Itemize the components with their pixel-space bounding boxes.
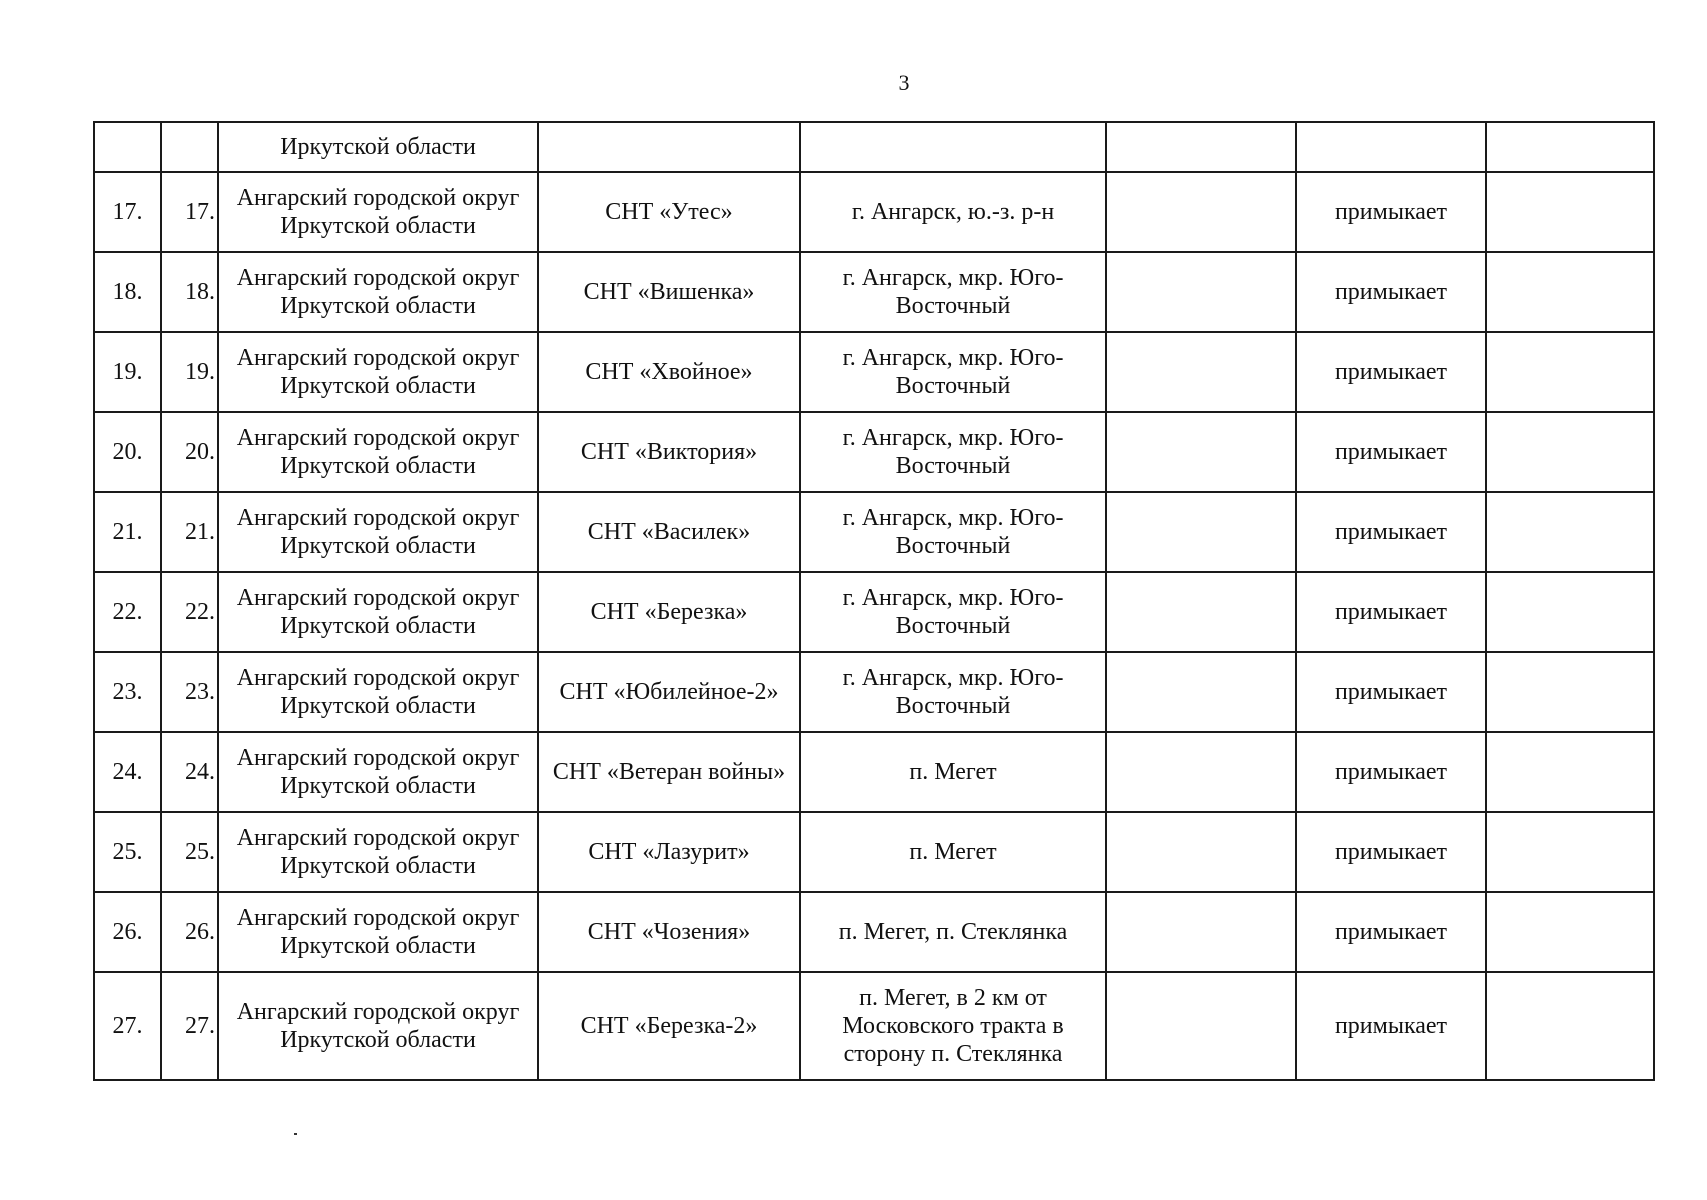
cell-number-secondary — [161, 122, 218, 172]
location-line: Восточный — [895, 373, 1011, 399]
municipality-line: Ангарский городской округ — [236, 505, 520, 531]
municipality-line: Иркутской области — [280, 373, 476, 399]
cell-location — [800, 122, 1106, 172]
location-line: г. Ангарск, мкр. Юго- — [842, 425, 1064, 451]
location-line: Восточный — [895, 533, 1011, 559]
cell-number: 19. — [94, 332, 161, 412]
cell-number-secondary: 21. — [161, 492, 218, 572]
cell-number: 17. — [94, 172, 161, 252]
location-line: Восточный — [895, 453, 1011, 479]
cell-municipality — [218, 252, 538, 332]
cell-empty-b — [1486, 572, 1654, 652]
cell-municipality — [218, 812, 538, 892]
cell-empty-b — [1486, 732, 1654, 812]
municipality-line: Иркутской области — [280, 773, 476, 799]
location-line: г. Ангарск, мкр. Юго- — [842, 665, 1064, 691]
cell-empty-b — [1486, 332, 1654, 412]
location-line: г. Ангарск, мкр. Юго- — [842, 505, 1064, 531]
cell-municipality — [218, 972, 538, 1080]
municipality-line: Ангарский городской округ — [236, 905, 520, 931]
cell-name: СНТ «Юбилейное-2» — [538, 652, 800, 732]
location-line: г. Ангарск, мкр. Юго- — [842, 265, 1064, 291]
cell-location — [800, 652, 1106, 732]
cell-location — [800, 732, 1106, 812]
cell-status: примыкает — [1296, 972, 1486, 1080]
cell-number: 20. — [94, 412, 161, 492]
cell-empty-a — [1106, 412, 1296, 492]
municipality-line: Иркутской области — [280, 1027, 476, 1053]
cell-number: 26. — [94, 892, 161, 972]
municipality-line: Иркутской области — [280, 613, 476, 639]
table-row — [94, 812, 1654, 892]
municipality-line: Иркутской области — [280, 533, 476, 559]
location-line: п. Мегет — [909, 839, 997, 865]
cell-location — [800, 492, 1106, 572]
location-line: Восточный — [895, 613, 1011, 639]
municipality-line: Ангарский городской округ — [236, 745, 520, 771]
cell-number-secondary: 17. — [161, 172, 218, 252]
cell-number: 23. — [94, 652, 161, 732]
cell-municipality — [218, 172, 538, 252]
cell-number: 24. — [94, 732, 161, 812]
cell-status: примыкает — [1296, 332, 1486, 412]
municipality-line: Ангарский городской округ — [236, 585, 520, 611]
cell-name: СНТ «Хвойное» — [538, 332, 800, 412]
cell-empty-b — [1486, 652, 1654, 732]
table-row — [94, 492, 1654, 572]
municipality-line: Иркутской области — [280, 213, 476, 239]
cell-location — [800, 412, 1106, 492]
location-line: г. Ангарск, мкр. Юго- — [842, 345, 1064, 371]
cell-empty-b — [1486, 492, 1654, 572]
cell-empty-a — [1106, 972, 1296, 1080]
cell-status: примыкает — [1296, 252, 1486, 332]
cell-status: примыкает — [1296, 492, 1486, 572]
cell-municipality — [218, 652, 538, 732]
cell-status: примыкает — [1296, 812, 1486, 892]
cell-number: 22. — [94, 572, 161, 652]
municipality-line: Иркутской области — [280, 453, 476, 479]
cell-number-secondary: 22. — [161, 572, 218, 652]
cell-number-secondary: 20. — [161, 412, 218, 492]
cell-municipality — [218, 412, 538, 492]
table-row — [94, 732, 1654, 812]
cell-number — [94, 122, 161, 172]
scan-speck — [294, 1133, 297, 1135]
municipality-line: Ангарский городской округ — [236, 185, 520, 211]
municipality-line: Ангарский городской округ — [236, 265, 520, 291]
cell-number-secondary: 26. — [161, 892, 218, 972]
cell-status — [1296, 122, 1486, 172]
cell-number-secondary: 24. — [161, 732, 218, 812]
cell-empty-a — [1106, 332, 1296, 412]
cell-municipality: Иркутской области — [218, 122, 538, 172]
municipality-line: Ангарский городской округ — [236, 999, 520, 1025]
cell-number-secondary: 25. — [161, 812, 218, 892]
cell-empty-b — [1486, 122, 1654, 172]
table-row — [94, 252, 1654, 332]
cell-municipality — [218, 492, 538, 572]
table-row — [94, 332, 1654, 412]
cell-empty-a — [1106, 812, 1296, 892]
municipality-line: Иркутской области — [280, 293, 476, 319]
cell-empty-a — [1106, 172, 1296, 252]
cell-number: 27. — [94, 972, 161, 1080]
location-line: Восточный — [895, 293, 1011, 319]
cell-empty-a — [1106, 652, 1296, 732]
cell-empty-a — [1106, 252, 1296, 332]
cell-status: примыкает — [1296, 172, 1486, 252]
cell-municipality — [218, 572, 538, 652]
cell-empty-b — [1486, 172, 1654, 252]
cell-name: СНТ «Утес» — [538, 172, 800, 252]
cell-empty-a — [1106, 892, 1296, 972]
table-body — [94, 122, 1654, 1080]
cell-number-secondary: 27. — [161, 972, 218, 1080]
cell-number: 21. — [94, 492, 161, 572]
municipality-line: Ангарский городской округ — [236, 665, 520, 691]
cell-empty-b — [1486, 412, 1654, 492]
cell-status: примыкает — [1296, 892, 1486, 972]
location-line: п. Мегет, в 2 км от — [859, 985, 1047, 1011]
page-number: 3 — [898, 70, 910, 95]
table-row — [94, 972, 1654, 1080]
cell-municipality — [218, 732, 538, 812]
cell-location — [800, 252, 1106, 332]
cell-location — [800, 892, 1106, 972]
cell-municipality — [218, 332, 538, 412]
cell-name: СНТ «Василек» — [538, 492, 800, 572]
municipality-line: Иркутской области — [280, 933, 476, 959]
cell-location — [800, 332, 1106, 412]
cell-status: примыкает — [1296, 412, 1486, 492]
cell-name: СНТ «Березка» — [538, 572, 800, 652]
municipality-line: Ангарский городской округ — [236, 425, 520, 451]
cell-number-secondary: 18. — [161, 252, 218, 332]
location-line: сторону п. Стеклянка — [843, 1041, 1063, 1067]
cell-name — [538, 122, 800, 172]
cell-empty-a — [1106, 732, 1296, 812]
table-row — [94, 412, 1654, 492]
location-line: Московского тракта в — [842, 1013, 1064, 1039]
cell-empty-b — [1486, 812, 1654, 892]
cell-name: СНТ «Виктория» — [538, 412, 800, 492]
cell-status: примыкает — [1296, 652, 1486, 732]
cell-location — [800, 172, 1106, 252]
municipality-line: Иркутской области — [280, 693, 476, 719]
cell-municipality — [218, 892, 538, 972]
cell-empty-b — [1486, 892, 1654, 972]
cell-name: СНТ «Вишенка» — [538, 252, 800, 332]
cell-status: примыкает — [1296, 732, 1486, 812]
municipality-line: Ангарский городской округ — [236, 825, 520, 851]
cell-name: СНТ «Березка-2» — [538, 972, 800, 1080]
table-row — [94, 892, 1654, 972]
settlements-table — [93, 121, 1655, 1081]
cell-number-secondary: 19. — [161, 332, 218, 412]
cell-location — [800, 572, 1106, 652]
cell-name: СНТ «Лазурит» — [538, 812, 800, 892]
cell-number: 18. — [94, 252, 161, 332]
continuation-row — [94, 122, 1654, 172]
cell-name: СНТ «Ветеран войны» — [538, 732, 800, 812]
table-row — [94, 652, 1654, 732]
cell-location — [800, 972, 1106, 1080]
cell-number: 25. — [94, 812, 161, 892]
cell-location — [800, 812, 1106, 892]
cell-number-secondary: 23. — [161, 652, 218, 732]
cell-status: примыкает — [1296, 572, 1486, 652]
location-line: п. Мегет, п. Стеклянка — [838, 919, 1068, 945]
cell-empty-a — [1106, 122, 1296, 172]
municipality-line: Ангарский городской округ — [236, 345, 520, 371]
cell-empty-a — [1106, 492, 1296, 572]
table-row — [94, 572, 1654, 652]
location-line: Восточный — [895, 693, 1011, 719]
cell-empty-b — [1486, 972, 1654, 1080]
cell-name: СНТ «Чозения» — [538, 892, 800, 972]
location-line: г. Ангарск, мкр. Юго- — [842, 585, 1064, 611]
municipality-line: Иркутской области — [280, 853, 476, 879]
cell-empty-b — [1486, 252, 1654, 332]
location-line: г. Ангарск, ю.-з. р-н — [851, 199, 1055, 225]
cell-empty-a — [1106, 572, 1296, 652]
location-line: п. Мегет — [909, 759, 997, 785]
table-row — [94, 172, 1654, 252]
